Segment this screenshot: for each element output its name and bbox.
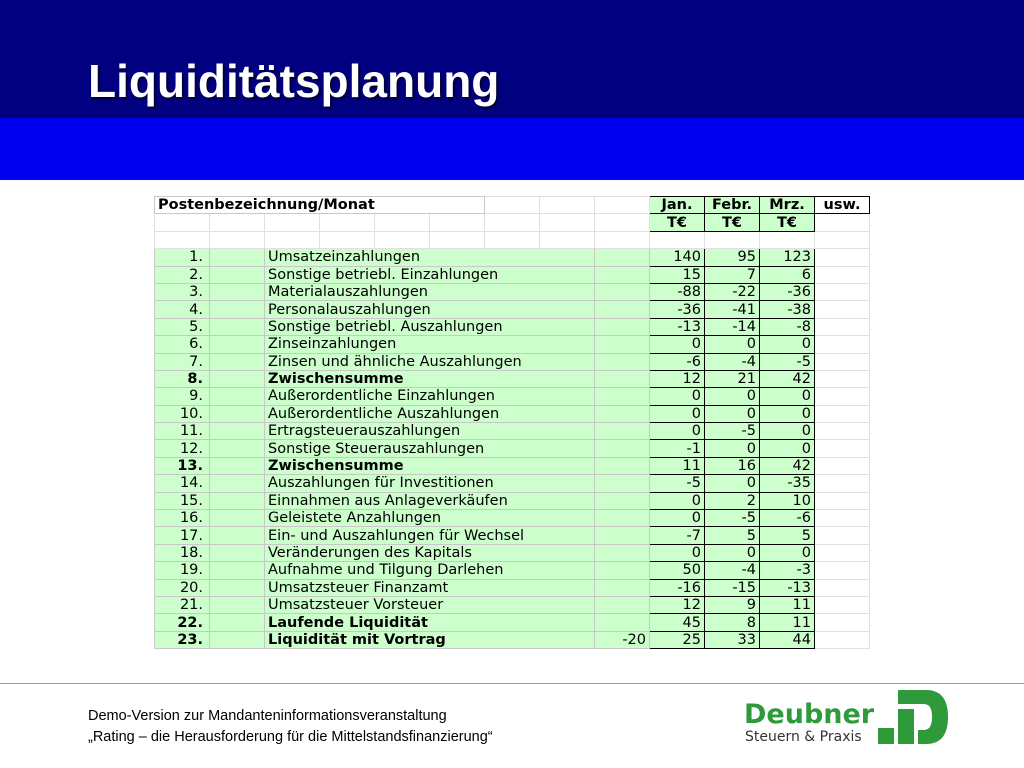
row-carry: -20 bbox=[595, 631, 650, 648]
row-number: 2. bbox=[155, 266, 210, 283]
row-number: 18. bbox=[155, 544, 210, 561]
table-row bbox=[155, 562, 870, 579]
value-feb: 16 bbox=[705, 457, 760, 474]
row-number: 1. bbox=[155, 249, 210, 266]
footer-text bbox=[88, 706, 493, 748]
value-mar: 42 bbox=[760, 457, 815, 474]
row-carry bbox=[595, 266, 650, 283]
row-carry bbox=[595, 596, 650, 613]
row-label: Umsatzsteuer Vorsteuer bbox=[265, 596, 595, 613]
value-mar: 6 bbox=[760, 266, 815, 283]
value-jan: -13 bbox=[650, 318, 705, 335]
row-label: Umsatzeinzahlungen bbox=[265, 249, 595, 266]
row-label: Zinsen und ähnliche Auszahlungen bbox=[265, 353, 595, 370]
row-label: Auszahlungen für Investitionen bbox=[265, 475, 595, 492]
row-label: Sonstige betriebl. Auszahlungen bbox=[265, 318, 595, 335]
value-jan: 0 bbox=[650, 510, 705, 527]
unit-header: T€ bbox=[705, 214, 760, 231]
value-jan: 0 bbox=[650, 388, 705, 405]
value-mar: -3 bbox=[760, 562, 815, 579]
row-label: Personalauszahlungen bbox=[265, 301, 595, 318]
value-mar: 11 bbox=[760, 614, 815, 631]
value-mar: 0 bbox=[760, 423, 815, 440]
row-carry bbox=[595, 544, 650, 561]
table-unit-row bbox=[155, 214, 870, 231]
value-jan: 45 bbox=[650, 614, 705, 631]
row-carry bbox=[595, 475, 650, 492]
row-label: Außerordentliche Auszahlungen bbox=[265, 405, 595, 422]
liquidity-table bbox=[154, 196, 870, 649]
month-header: Febr. bbox=[705, 197, 760, 214]
value-jan: 50 bbox=[650, 562, 705, 579]
row-number: 6. bbox=[155, 336, 210, 353]
month-header: Mrz. bbox=[760, 197, 815, 214]
table-row bbox=[155, 510, 870, 527]
value-jan: -36 bbox=[650, 301, 705, 318]
table-row bbox=[155, 336, 870, 353]
value-jan: 25 bbox=[650, 631, 705, 648]
row-carry bbox=[595, 388, 650, 405]
row-number: 15. bbox=[155, 492, 210, 509]
table-row bbox=[155, 283, 870, 300]
table-row bbox=[155, 614, 870, 631]
row-carry bbox=[595, 457, 650, 474]
value-feb: -15 bbox=[705, 579, 760, 596]
value-jan: -88 bbox=[650, 283, 705, 300]
row-carry bbox=[595, 614, 650, 631]
value-jan: -16 bbox=[650, 579, 705, 596]
value-jan: 140 bbox=[650, 249, 705, 266]
table-row bbox=[155, 631, 870, 648]
table-row bbox=[155, 266, 870, 283]
value-jan: 0 bbox=[650, 492, 705, 509]
row-carry bbox=[595, 423, 650, 440]
row-number: 23. bbox=[155, 631, 210, 648]
value-feb: -5 bbox=[705, 423, 760, 440]
row-carry bbox=[595, 301, 650, 318]
row-number: 19. bbox=[155, 562, 210, 579]
table-row bbox=[155, 301, 870, 318]
value-jan: 0 bbox=[650, 405, 705, 422]
unit-header: T€ bbox=[760, 214, 815, 231]
value-feb: 5 bbox=[705, 527, 760, 544]
row-carry bbox=[595, 405, 650, 422]
row-carry bbox=[595, 353, 650, 370]
value-mar: 42 bbox=[760, 370, 815, 387]
row-label: Umsatzsteuer Finanzamt bbox=[265, 579, 595, 596]
row-carry bbox=[595, 492, 650, 509]
row-label: Aufnahme und Tilgung Darlehen bbox=[265, 562, 595, 579]
footer-line-1: Demo-Version zur Mandanteninformationsveranstaltung bbox=[88, 708, 447, 724]
row-label: Geleistete Anzahlungen bbox=[265, 510, 595, 527]
table-row bbox=[155, 423, 870, 440]
value-jan: 12 bbox=[650, 370, 705, 387]
row-carry bbox=[595, 283, 650, 300]
row-number: 8. bbox=[155, 370, 210, 387]
value-mar: -36 bbox=[760, 283, 815, 300]
row-carry bbox=[595, 318, 650, 335]
value-feb: -5 bbox=[705, 510, 760, 527]
row-label: Zwischensumme bbox=[265, 370, 595, 387]
value-feb: 2 bbox=[705, 492, 760, 509]
value-mar: -35 bbox=[760, 475, 815, 492]
row-carry bbox=[595, 440, 650, 457]
value-jan: 15 bbox=[650, 266, 705, 283]
logo-wordmark: Deubner bbox=[744, 699, 875, 730]
deubner-logo-icon bbox=[878, 690, 950, 744]
table-row bbox=[155, 388, 870, 405]
row-carry bbox=[595, 579, 650, 596]
table-row bbox=[155, 579, 870, 596]
value-mar: 123 bbox=[760, 249, 815, 266]
value-feb: 9 bbox=[705, 596, 760, 613]
row-number: 17. bbox=[155, 527, 210, 544]
value-feb: 0 bbox=[705, 544, 760, 561]
row-label: Sonstige betriebl. Einzahlungen bbox=[265, 266, 595, 283]
row-number: 20. bbox=[155, 579, 210, 596]
row-number: 16. bbox=[155, 510, 210, 527]
value-feb: 33 bbox=[705, 631, 760, 648]
value-mar: 0 bbox=[760, 440, 815, 457]
value-jan: -5 bbox=[650, 475, 705, 492]
row-label: Veränderungen des Kapitals bbox=[265, 544, 595, 561]
row-label: Zwischensumme bbox=[265, 457, 595, 474]
row-number: 10. bbox=[155, 405, 210, 422]
slide-title: Liquiditätsplanung bbox=[88, 55, 500, 107]
value-feb: 0 bbox=[705, 336, 760, 353]
row-number: 5. bbox=[155, 318, 210, 335]
value-jan: 12 bbox=[650, 596, 705, 613]
table-row bbox=[155, 249, 870, 266]
value-mar: -38 bbox=[760, 301, 815, 318]
row-label: Materialauszahlungen bbox=[265, 283, 595, 300]
table-header-row bbox=[155, 197, 870, 214]
row-number: 4. bbox=[155, 301, 210, 318]
table-row bbox=[155, 457, 870, 474]
value-feb: 8 bbox=[705, 614, 760, 631]
table-row bbox=[155, 440, 870, 457]
row-number: 14. bbox=[155, 475, 210, 492]
footer-line-2: „Rating – die Herausforderung für die Mittelstandsfinanzierung“ bbox=[88, 729, 493, 745]
value-mar: 5 bbox=[760, 527, 815, 544]
value-feb: 0 bbox=[705, 475, 760, 492]
row-carry bbox=[595, 510, 650, 527]
row-number: 7. bbox=[155, 353, 210, 370]
row-carry bbox=[595, 562, 650, 579]
row-number: 21. bbox=[155, 596, 210, 613]
row-carry bbox=[595, 249, 650, 266]
table-row bbox=[155, 596, 870, 613]
month-header-more: usw. bbox=[815, 197, 870, 214]
value-jan: 0 bbox=[650, 423, 705, 440]
row-label: Liquidität mit Vortrag bbox=[265, 631, 595, 648]
unit-header: T€ bbox=[650, 214, 705, 231]
row-carry bbox=[595, 336, 650, 353]
value-feb: 0 bbox=[705, 388, 760, 405]
row-number: 22. bbox=[155, 614, 210, 631]
row-number: 11. bbox=[155, 423, 210, 440]
footer-divider bbox=[0, 683, 1024, 684]
row-carry bbox=[595, 527, 650, 544]
value-jan: 0 bbox=[650, 336, 705, 353]
table-row bbox=[155, 318, 870, 335]
value-feb: -4 bbox=[705, 353, 760, 370]
table-row bbox=[155, 492, 870, 509]
table-spacer-row bbox=[155, 231, 870, 248]
row-label: Ertragsteuerauszahlungen bbox=[265, 423, 595, 440]
value-feb: 0 bbox=[705, 405, 760, 422]
value-feb: 21 bbox=[705, 370, 760, 387]
value-jan: -7 bbox=[650, 527, 705, 544]
value-feb: -4 bbox=[705, 562, 760, 579]
row-number: 3. bbox=[155, 283, 210, 300]
row-label: Sonstige Steuerauszahlungen bbox=[265, 440, 595, 457]
value-feb: 0 bbox=[705, 440, 760, 457]
value-mar: -6 bbox=[760, 510, 815, 527]
value-jan: 0 bbox=[650, 544, 705, 561]
row-number: 13. bbox=[155, 457, 210, 474]
row-number: 9. bbox=[155, 388, 210, 405]
row-number: 12. bbox=[155, 440, 210, 457]
value-feb: -41 bbox=[705, 301, 760, 318]
value-feb: 7 bbox=[705, 266, 760, 283]
row-label: Ein- und Auszahlungen für Wechsel bbox=[265, 527, 595, 544]
table-row bbox=[155, 527, 870, 544]
value-mar: -13 bbox=[760, 579, 815, 596]
value-mar: 10 bbox=[760, 492, 815, 509]
value-mar: 0 bbox=[760, 405, 815, 422]
table-row bbox=[155, 370, 870, 387]
value-mar: -5 bbox=[760, 353, 815, 370]
value-mar: 0 bbox=[760, 544, 815, 561]
value-mar: 0 bbox=[760, 388, 815, 405]
row-label: Laufende Liquidität bbox=[265, 614, 595, 631]
value-feb: 95 bbox=[705, 249, 760, 266]
value-jan: 11 bbox=[650, 457, 705, 474]
value-mar: -8 bbox=[760, 318, 815, 335]
table-row bbox=[155, 475, 870, 492]
table-row bbox=[155, 544, 870, 561]
value-feb: -14 bbox=[705, 318, 760, 335]
table-row bbox=[155, 405, 870, 422]
value-feb: -22 bbox=[705, 283, 760, 300]
value-mar: 11 bbox=[760, 596, 815, 613]
header-label: Postenbezeichnung/Monat bbox=[155, 197, 485, 214]
header-band-bottom bbox=[0, 118, 1024, 180]
month-header: Jan. bbox=[650, 197, 705, 214]
table-row bbox=[155, 353, 870, 370]
value-mar: 44 bbox=[760, 631, 815, 648]
liquidity-table-grid bbox=[154, 196, 870, 649]
row-label: Zinseinzahlungen bbox=[265, 336, 595, 353]
row-label: Außerordentliche Einzahlungen bbox=[265, 388, 595, 405]
value-jan: -6 bbox=[650, 353, 705, 370]
value-jan: -1 bbox=[650, 440, 705, 457]
logo-subtitle: Steuern & Praxis bbox=[745, 729, 862, 745]
row-carry bbox=[595, 370, 650, 387]
row-label: Einnahmen aus Anlageverkäufen bbox=[265, 492, 595, 509]
value-mar: 0 bbox=[760, 336, 815, 353]
